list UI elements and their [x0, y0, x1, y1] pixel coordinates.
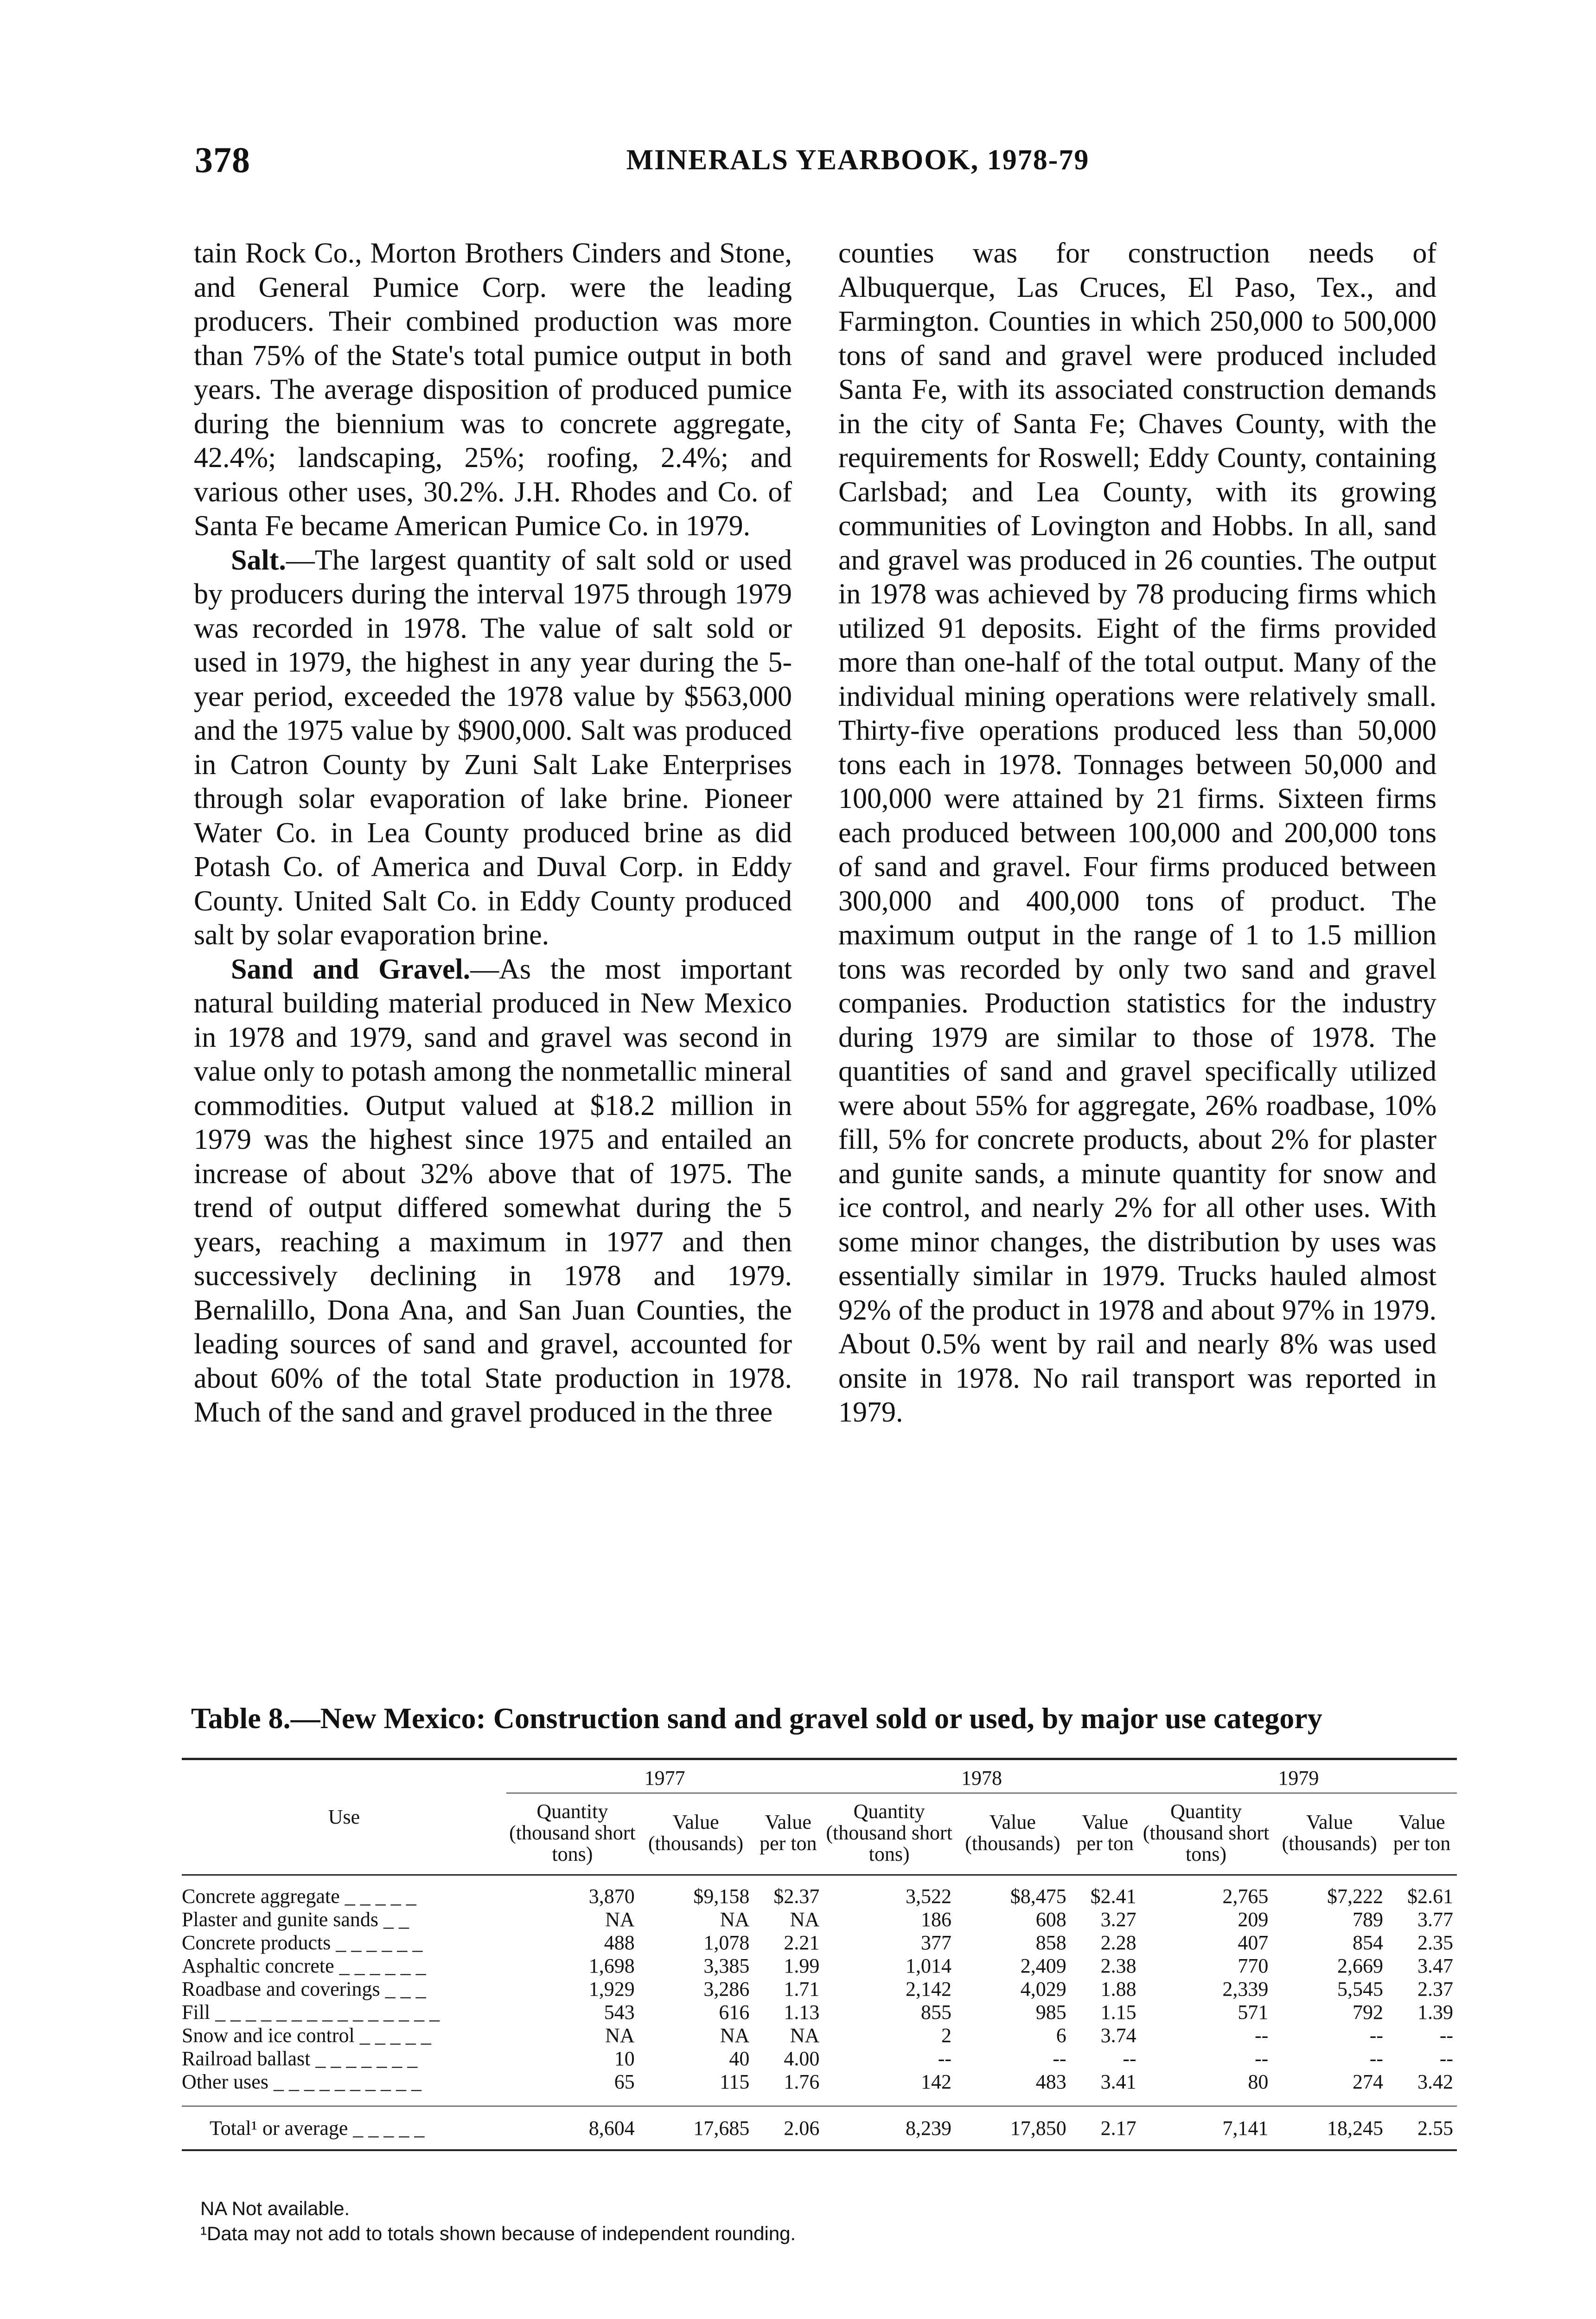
table-row [182, 2070, 1457, 2106]
table-row [182, 1908, 1457, 1931]
total-cell: 7,141 [1140, 2106, 1272, 2149]
value-cell: 1.71 [784, 1978, 820, 2000]
table-row [182, 2024, 1457, 2047]
value-cell: 1,929 [588, 1978, 635, 2000]
value-cell: NA [790, 2024, 820, 2047]
use-cell: Roadbase and coverings _ _ _ [182, 1978, 426, 2000]
year-header-1978: 1978 [823, 1760, 1140, 1793]
value-cell: 5,545 [1337, 1978, 1383, 2000]
value-cell: 1,078 [703, 1931, 750, 1954]
value-cell: 2,339 [1222, 1978, 1269, 2000]
right-column [838, 237, 1436, 1430]
footnote-na: NA Not available. [200, 2197, 350, 2219]
paragraph-sand-gravel [194, 953, 792, 1430]
table-footnotes [200, 2196, 1313, 2246]
value-cell: 1.15 [1100, 2001, 1136, 2024]
table-row [182, 1978, 1457, 2001]
value-cell: 858 [1035, 1931, 1066, 1954]
use-cell: Concrete aggregate _ _ _ _ _ [182, 1885, 416, 1908]
value-cell: 571 [1238, 2001, 1269, 2024]
value-cell: -- [1255, 2024, 1269, 2047]
value-cell: -- [1053, 2047, 1066, 2070]
data-table [182, 1758, 1457, 2151]
value-cell: -- [1123, 2047, 1136, 2070]
paragraph-text: tain Rock Co., Morton Brothers Cinders and Stone, and General Pumice Corp. were the leading producers. Their combined production was more than 75% of the State's total pumice output in both years. The average disposition of produced pumice during the biennium was to concrete aggregate, 42.4%; landscaping, 25%; roofing, 2.4%; and various other uses, 30.2%. J.H. Rhodes and Co. of Santa Fe became American Pumice Co. in 1979. [194, 237, 792, 542]
value-cell: 3.27 [1100, 1908, 1136, 1931]
value-header: Value (thousands) [638, 1793, 753, 1875]
footnote-rounding: ¹Data may not add to totals shown because of independent rounding. [200, 2223, 796, 2244]
total-cell: 2.17 [1070, 2106, 1140, 2149]
value-cell: $2.61 [1407, 1885, 1453, 1908]
value-cell: 407 [1238, 1931, 1269, 1954]
value-cell: 2.38 [1100, 1954, 1136, 1977]
value-cell: 2,669 [1337, 1954, 1383, 1977]
value-cell: 142 [921, 2070, 951, 2093]
value-cell: 186 [921, 1908, 951, 1931]
value-cell: 543 [604, 2001, 635, 2024]
value-cell: 3.42 [1417, 2070, 1453, 2093]
value-cell: 3,522 [906, 1885, 951, 1908]
value-cell: 1.76 [784, 2070, 820, 2093]
runin-heading-sand-gravel: Sand and Gravel. [231, 953, 471, 985]
value-cell: 4,029 [1020, 1978, 1066, 2000]
value-cell: 4.00 [784, 2047, 820, 2070]
value-cell: 792 [1353, 2001, 1383, 2024]
use-cell: Fill _ _ _ _ _ _ _ _ _ _ _ _ _ _ _ [182, 2001, 440, 2024]
value-cell: 616 [719, 2001, 750, 2024]
table-row [182, 1931, 1457, 1954]
use-cell: Snow and ice control _ _ _ _ _ [182, 2024, 431, 2047]
table-body [182, 1875, 1457, 2150]
use-cell: Other uses _ _ _ _ _ _ _ _ _ _ [182, 2070, 421, 2093]
paragraph-text: counties was for construction needs of Albuquerque, Las Cruces, El Paso, Tex., and Farmington. Counties in which 250,000 to 500,000 tons of sand and gravel were produced included Santa Fe, with its associated construction demands in the city of Santa Fe; Chaves County, with the requirements for Roswell; Eddy County, containing Carlsbad; and Lea County, with its growing communities of Lovington and Hobbs. In all, sand and gravel was produced in 26 counties. The output in 1978 was achieved by 78 producing firms which utilized 91 deposits. Eight of the firms provided more than one-half of the total output. Many of the individual mining operations were relatively small. Thirty-five operations produced less than 50,000 tons each in 1978. Tonnages between 50,000 and 100,000 were attained by 21 firms. Sixteen firms each produced between 100,000 and 200,000 tons of sand and gravel. Four firms produced between 300,000 and 400,000 tons of product. The maximum output in the range of 1 to 1.5 million tons was recorded by only two sand and gravel companies. Production statistics for the industry during 1979 are similar to those of 1978. The quantities of sand and gravel specifically utilized were about 55% for aggregate, 26% roadbase, 10% fill, 5% for concrete products, about 2% for plaster and gunite sands, a minute quantity for snow and ice control, and nearly 2% for all other uses. With some minor changes, the distribution by uses was essentially similar in 1979. Trucks hauled almost 92% of the product in 1978 and about 97% in 1979. About 0.5% went by rail and nearly 8% was used onsite in 1978. No rail transport was reported in 1979. [838, 237, 1436, 1428]
value-cell: 854 [1353, 1931, 1383, 1954]
value-cell: -- [1255, 2047, 1269, 2070]
page-number: 378 [195, 140, 250, 180]
total-cell: 2.55 [1387, 2106, 1457, 2149]
left-column [194, 237, 792, 1430]
table-row [182, 2047, 1457, 2070]
value-cell: $2.41 [1090, 1885, 1136, 1908]
paragraph-pumice [194, 237, 792, 544]
value-cell: -- [1369, 2024, 1383, 2047]
value-cell: -- [1439, 2047, 1453, 2070]
value-cell: $9,158 [693, 1885, 750, 1908]
value-cell: -- [1369, 2047, 1383, 2070]
value-cell: 40 [729, 2047, 750, 2070]
value-per-ton-header: Value per ton [753, 1793, 823, 1875]
value-cell: 2.35 [1417, 1931, 1453, 1954]
value-cell: 789 [1353, 1908, 1383, 1931]
value-cell: 1,698 [588, 1954, 635, 1977]
value-cell: 1.99 [784, 1954, 820, 1977]
year-header-1979: 1979 [1140, 1760, 1457, 1793]
value-header: Value (thousands) [1272, 1793, 1387, 1875]
value-cell: 2.28 [1100, 1931, 1136, 1954]
total-cell: 2.06 [753, 2106, 823, 2149]
value-cell: 2,409 [1020, 1954, 1066, 1977]
paragraph-salt [194, 544, 792, 953]
value-cell: NA [720, 1908, 750, 1931]
value-cell: $7,222 [1327, 1885, 1383, 1908]
value-cell: 608 [1035, 1908, 1066, 1931]
table-row [182, 1954, 1457, 1978]
value-cell: 985 [1035, 2001, 1066, 2024]
value-per-ton-header: Value per ton [1070, 1793, 1140, 1875]
total-label: Total¹ or average _ _ _ _ _ [182, 2106, 506, 2149]
paragraph-text: —As the most important natural building material produced in New Mexico in 1978 and 1979, sand and gravel was second in value only to potash among the nonmetallic mineral commodities. Output valued at $18.2 million in 1979 was the highest since 1975 and entailed an increase of about 32% above that of 1975. The trend of output differed somewhat during the 5 years, reaching a maximum in 1977 and then successively declining in 1978 and 1979. Bernalillo, Dona Ana, and San Juan Counties, the leading sources of sand and gravel, accounted for about 60% of the total State production in 1978. Much of the sand and gravel produced in the three [194, 953, 792, 1428]
quantity-header: Quantity (thousand short tons) [823, 1793, 955, 1875]
value-cell: 2,142 [906, 1978, 951, 2000]
total-cell: 17,685 [638, 2106, 753, 2149]
value-cell: -- [1439, 2024, 1453, 2047]
value-cell: 1.88 [1100, 1978, 1136, 2000]
value-cell: $8,475 [1010, 1885, 1066, 1908]
total-cell: 18,245 [1272, 2106, 1387, 2149]
value-cell: 209 [1238, 1908, 1269, 1931]
use-cell: Asphaltic concrete _ _ _ _ _ _ [182, 1954, 426, 1977]
value-cell: $2.37 [773, 1885, 820, 1908]
use-cell: Concrete products _ _ _ _ _ _ [182, 1931, 423, 1954]
value-cell: 65 [614, 2070, 635, 2093]
use-column-header: Use [182, 1760, 506, 1875]
value-header: Value (thousands) [955, 1793, 1070, 1875]
value-cell: 3,385 [703, 1954, 750, 1977]
value-cell: 1,014 [906, 1954, 951, 1977]
value-cell: 2 [941, 2024, 951, 2047]
value-cell: 488 [604, 1931, 635, 1954]
use-cell: Plaster and gunite sands _ _ [182, 1908, 409, 1931]
value-cell: 1.13 [784, 2001, 820, 2024]
total-cell: 8,604 [506, 2106, 638, 2149]
running-head: MINERALS YEARBOOK, 1978-79 [626, 144, 1090, 176]
paragraph-counties [838, 237, 1436, 1430]
value-cell: 6 [1056, 2024, 1066, 2047]
value-cell: 115 [720, 2070, 750, 2093]
value-cell: 770 [1238, 1954, 1269, 1977]
table-title: Table 8.—New Mexico: Construction sand and gravel sold or used, by major use category [191, 1702, 1322, 1735]
value-cell: 80 [1248, 2070, 1269, 2093]
value-cell: -- [938, 2047, 951, 2070]
value-cell: 855 [921, 2001, 951, 2024]
quantity-header: Quantity (thousand short tons) [506, 1793, 638, 1875]
use-cell: Railroad ballast _ _ _ _ _ _ _ [182, 2047, 418, 2070]
value-cell: 3.47 [1417, 1954, 1453, 1977]
value-cell: NA [720, 2024, 750, 2047]
total-cell: 8,239 [823, 2106, 955, 2149]
value-cell: 3.41 [1100, 2070, 1136, 2093]
year-header-1977: 1977 [506, 1760, 823, 1793]
quantity-header: Quantity (thousand short tons) [1140, 1793, 1272, 1875]
value-cell: NA [605, 1908, 635, 1931]
value-cell: 483 [1035, 2070, 1066, 2093]
value-cell: 2.37 [1417, 1978, 1453, 2000]
table-row [182, 1875, 1457, 1909]
value-cell: 1.39 [1417, 2001, 1453, 2024]
value-cell: 3.77 [1417, 1908, 1453, 1931]
value-cell: 10 [614, 2047, 635, 2070]
value-cell: 377 [921, 1931, 951, 1954]
table-row [182, 2001, 1457, 2024]
value-cell: NA [605, 2024, 635, 2047]
runin-heading-salt: Salt. [231, 544, 286, 576]
value-cell: 2,765 [1222, 1885, 1269, 1908]
value-cell: 3.74 [1100, 2024, 1136, 2047]
value-cell: NA [790, 1908, 820, 1931]
value-cell: 3,870 [588, 1885, 635, 1908]
value-per-ton-header: Value per ton [1387, 1793, 1457, 1875]
value-cell: 3,286 [703, 1978, 750, 2000]
value-cell: 274 [1353, 2070, 1383, 2093]
total-row [182, 2106, 1457, 2149]
paragraph-text: —The largest quantity of salt sold or used by producers during the interval 1975 through 1979 was recorded in 1978. The value of salt sold or used in 1979, the highest in any year during the 5-year period, exceeded the 1978 value by $563,000 and the 1975 value by $900,000. Salt was produced in Catron County by Zuni Salt Lake Enterprises through solar evaporation of lake brine. Pioneer Water Co. in Lea County produced brine as did Potash Co. of America and Duval Corp. in Eddy County. United Salt Co. in Eddy County produced salt by solar evaporation brine. [194, 544, 792, 951]
total-cell: 17,850 [955, 2106, 1070, 2149]
value-cell: 2.21 [784, 1931, 820, 1954]
